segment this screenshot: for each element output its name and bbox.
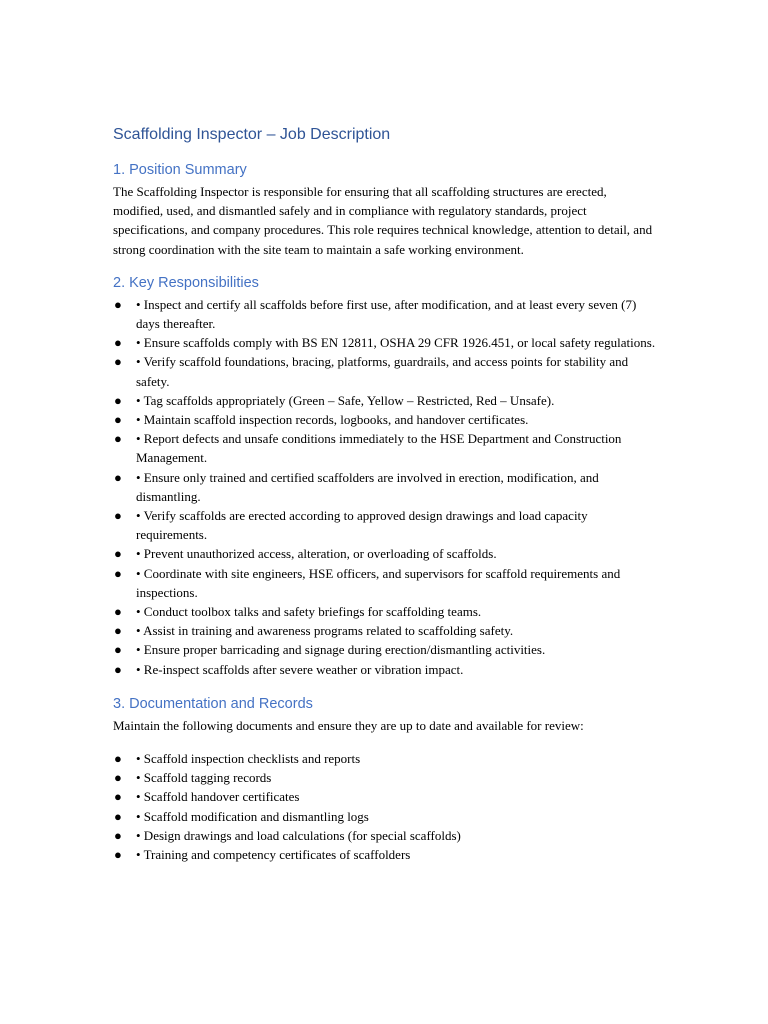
list-item [113,564,658,602]
bullet-icon: ● [114,508,122,524]
list-item [113,749,658,768]
list-item-text: • Training and competency certificates of scaffolders [136,847,411,863]
list-item [113,352,658,390]
bullet-icon: ● [114,604,122,620]
bullet-icon: ● [114,770,122,786]
list-item-text: • Ensure only trained and certified scaffolders are involved in erection, modification, and dismantling. [136,469,599,504]
list-item [113,468,658,506]
document-title: Scaffolding Inspector – Job Description [113,126,391,143]
list-item-text: • Maintain scaffold inspection records, logbooks, and handover certificates. [136,412,529,428]
list-item-text: • Scaffold modification and dismantling logs [136,808,369,824]
bullet-icon: ● [114,546,122,562]
list-item-text: • Report defects and unsafe conditions immediately to the HSE Department and Construction Management. [136,431,622,466]
list-item [113,787,658,806]
list-item-text: • Coordinate with site engineers, HSE officers, and supervisors for scaffold requirements and inspections. [136,565,621,600]
list-item-text: • Scaffold tagging records [136,770,272,786]
list-item [113,544,658,563]
section-heading-documentation-records: 3. Documentation and Records [113,695,313,712]
bullet-icon: ● [114,335,122,351]
list-item [113,807,658,826]
list-item [113,506,658,544]
list-item [113,295,658,333]
list-item-text: • Prevent unauthorized access, alteration, or overloading of scaffolds. [136,546,497,562]
bullet-icon: ● [114,789,122,805]
list-item-text: • Ensure scaffolds comply with BS EN 12811, OSHA 29 CFR 1926.451, or local safety regulations. [136,335,656,351]
list-item [113,660,658,679]
bullet-icon: ● [114,469,122,485]
document-page [113,124,658,864]
list-item-text: • Scaffold handover certificates [136,789,300,805]
list-item-text: • Ensure proper barricading and signage during erection/dismantling activities. [136,642,546,658]
list-item [113,845,658,864]
documentation-intro: Maintain the following documents and ensure they are up to date and available for review: [113,717,584,733]
list-item [113,640,658,659]
list-item-text: • Inspect and certify all scaffolds before first use, after modification, and at least every seven (7) days thereafter. [136,296,637,332]
list-item-text: • Re-inspect scaffolds after severe weather or vibration impact. [136,661,464,677]
documentation-list [113,749,658,864]
bullet-icon: ● [114,565,122,581]
list-item-text: • Tag scaffolds appropriately (Green – Safe, Yellow – Restricted, Red – Unsafe). [136,392,555,408]
list-item-text: • Assist in training and awareness programs related to scaffolding safety. [136,623,514,639]
list-item [113,826,658,845]
bullet-icon: ● [114,392,122,408]
list-item-text: • Scaffold inspection checklists and reports [136,751,361,767]
bullet-icon: ● [114,623,122,639]
position-summary-paragraph: The Scaffolding Inspector is responsible for ensuring that all scaffolding structures are erected, modified, used, and dismantled safely and in compliance with regulatory standards, project specifications, and company procedures. This role requires technical knowledge, attention to detail, and strong coordination with the site team to maintain a safe working environment. [113,184,653,257]
bullet-icon: ● [114,847,122,863]
bullet-icon: ● [114,827,122,843]
bullet-icon: ● [114,751,122,767]
bullet-icon: ● [114,354,122,370]
list-item [113,768,658,787]
list-item [113,391,658,410]
bullet-icon: ● [114,808,122,824]
list-item-text: • Verify scaffold foundations, bracing, platforms, guardrails, and access points for stability and safety. [136,354,629,389]
responsibilities-list [113,295,658,679]
list-item-text: • Conduct toolbox talks and safety briefings for scaffolding teams. [136,604,482,620]
list-item [113,602,658,621]
list-item [113,429,658,467]
section-heading-position-summary: 1. Position Summary [113,162,247,178]
bullet-icon: ● [114,661,122,677]
bullet-icon: ● [114,431,122,447]
list-item-text: • Design drawings and load calculations (for special scaffolds) [136,827,461,843]
section-heading-key-responsibilities: 2. Key Responsibilities [113,274,259,291]
bullet-icon: ● [114,296,122,312]
bullet-icon: ● [114,412,122,428]
list-item [113,410,658,429]
bullet-icon: ● [114,642,122,658]
list-item [113,333,658,352]
list-item-text: • Verify scaffolds are erected according to approved design drawings and load capacity requirements. [136,508,588,543]
list-item [113,621,658,640]
